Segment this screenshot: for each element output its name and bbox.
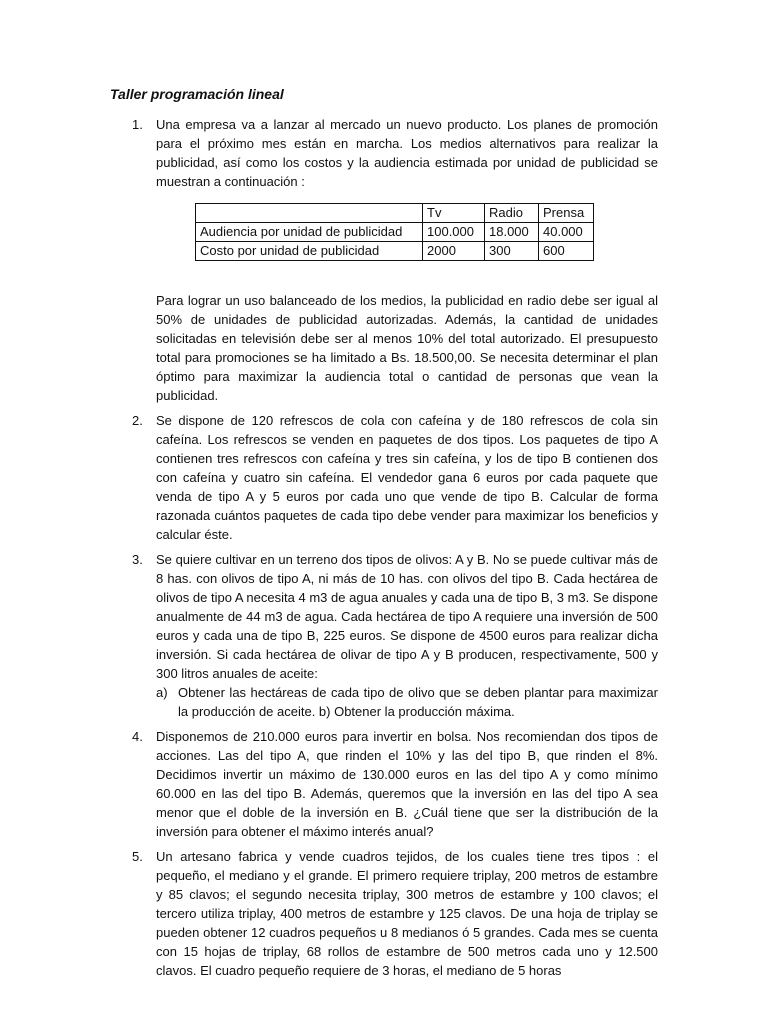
document-title: Taller programación lineal xyxy=(110,86,284,102)
subitem-label: a) xyxy=(156,685,168,700)
problem-number: 2. xyxy=(132,413,143,428)
table-header-cell: Tv xyxy=(423,204,485,223)
table-header-cell: Prensa xyxy=(539,204,594,223)
media-table xyxy=(195,203,594,261)
table-cell: 300 xyxy=(485,242,539,261)
problem-2 xyxy=(110,411,658,544)
problem-3 xyxy=(110,550,658,721)
problem-list xyxy=(110,115,658,986)
problem-text: Se quiere cultivar en un terreno dos tipos de olivos: A y B. No se puede cultivar más de 8 has. con olivos de tipo A, ni más de 10 has. con olivos del tipo B. Cada hectárea de olivos de tipo A necesita 4 m3 de agua anuales y cada una de tipo B, 3 m3. Se dispone anualmente de 44 m3 de agua. Cada hectárea de tipo A requiere una inversión de 500 euros y cada una de tipo B, 225 euros. Se dispone de 4500 euros para realizar dicha inversión. Si cada hectárea de olivar de tipo A y B producen, respectivamente, 500 y 300 litros anuales de aceite: xyxy=(156,552,658,681)
table-header-cell: Radio xyxy=(485,204,539,223)
table-row xyxy=(196,242,594,261)
problem-4 xyxy=(110,727,658,841)
table-cell: 40.000 xyxy=(539,223,594,242)
table-cell: 600 xyxy=(539,242,594,261)
table-cell: Audiencia por unidad de publicidad xyxy=(196,223,423,242)
table-cell: 2000 xyxy=(423,242,485,261)
problem-text: Un artesano fabrica y vende cuadros tejidos, de los cuales tiene tres tipos : el pequeño, el mediano y el grande. El primero requiere triplay, 200 metros de estambre y 85 clavos; el segundo necesita triplay, 300 metros de estambre y 100 clavos; el tercero utiliza triplay, 400 metros de estambre y 125 clavos. De una hoja de triplay se pueden obtener 12 cuadros pequeños u 8 medianos ó 5 grandes. Cada mes se cuenta con 15 hojas de triplay, 68 rollos de estambre de 500 metros cada uno y 12.500 clavos. El cuadro pequeño requiere de 3 horas, el mediano de 5 horas xyxy=(156,849,658,978)
table-cell: 18.000 xyxy=(485,223,539,242)
problem-text: Se dispone de 120 refrescos de cola con cafeína y de 180 refrescos de cola sin cafeína. Los refrescos se venden en paquetes de dos tipos. Los paquetes de tipo A contienen tres refrescos con cafeína y tres sin cafeína, y los de tipo B contienen dos con cafeína y cuatro sin cafeína. El vendedor gana 6 euros por cada paquete que venda de tipo A y 5 euros por cada uno que vende de tipo B. Calcular de forma razonada cuántos paquetes de cada tipo debe vender para maximizar los beneficios y calcular éste. xyxy=(156,413,658,542)
problem-intro: Una empresa va a lanzar al mercado un nuevo producto. Los planes de promoción para el próximo mes están en marcha. Los medios alternativos para realizar la publicidad, así como los costos y la audiencia estimada por unidad de publicidad se muestran a continuación : xyxy=(156,117,658,189)
problem-subitem xyxy=(156,683,658,721)
subitem-text: Obtener las hectáreas de cada tipo de olivo que se deben plantar para maximizar la producción de aceite. b) Obtener la producción máxima. xyxy=(178,685,658,719)
problem-number: 1. xyxy=(132,117,143,132)
problem-number: 4. xyxy=(132,729,143,744)
table-row xyxy=(196,223,594,242)
table-header-row xyxy=(196,204,594,223)
problem-text: Disponemos de 210.000 euros para invertir en bolsa. Nos recomiendan dos tipos de acciones. Las del tipo A, que rinden el 10% y las del tipo B, que rinden el 8%. Decidimos invertir un máximo de 130.000 euros en las del tipo A y como mínimo 60.000 en las del tipo B. Además, queremos que la inversión en las del tipo A sea menor que el doble de la inversión en B. ¿Cuál tiene que ser la distribución de la inversión para obtener el máximo interés anual? xyxy=(156,729,658,839)
problem-1 xyxy=(110,115,658,405)
problem-text: Para lograr un uso balanceado de los medios, la publicidad en radio debe ser igual al 50% de unidades de publicidad autorizadas. Además, la cantidad de unidades solicitadas en televisión debe ser al menos 10% del total autorizado. El presupuesto total para promociones se ha limitado a Bs. 18.500,00. Se necesita determinar el plan óptimo para maximizar la audiencia total o cantidad de personas que vean la publicidad. xyxy=(156,293,658,403)
table-header-cell xyxy=(196,204,423,223)
problem-number: 5. xyxy=(132,849,143,864)
table-cell: Costo por unidad de publicidad xyxy=(196,242,423,261)
problem-number: 3. xyxy=(132,552,143,567)
table-cell: 100.000 xyxy=(423,223,485,242)
problem-5 xyxy=(110,847,658,980)
